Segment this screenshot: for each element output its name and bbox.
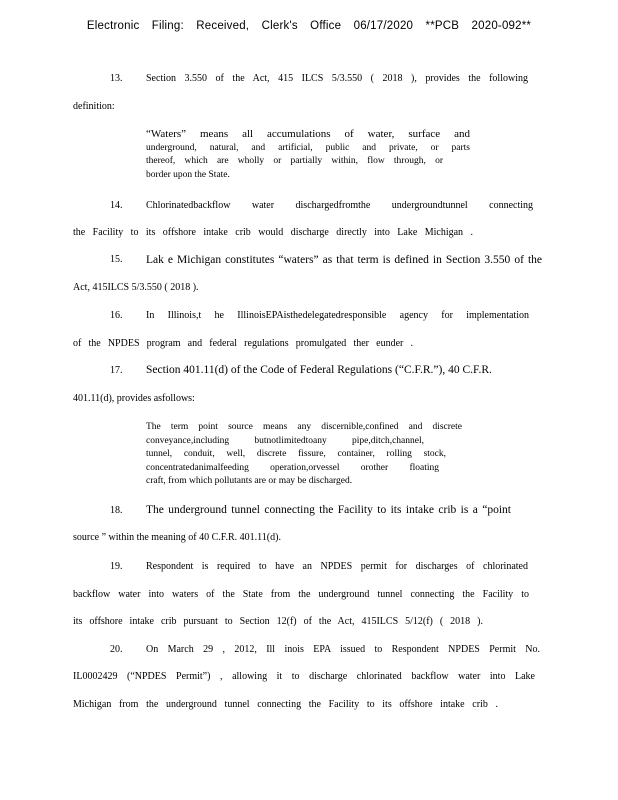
paragraph-15-line-1: Lak e Michigan constitutes “waters” as that term is defined in Section 3.550 of the bbox=[146, 254, 542, 266]
paragraph-13-number: 13. bbox=[110, 73, 123, 84]
paragraph-19-line-3: its offshore intake crib pursuant to Section 12(f) of the Act, 415ILCS 5/12(f) ( 2018 ). bbox=[73, 616, 483, 627]
filing-stamp: Electronic Filing: Received, Clerk's Office 06/17/2020 **PCB 2020-092** bbox=[86, 20, 532, 32]
paragraph-16-number: 16. bbox=[110, 310, 123, 321]
paragraph-20-line-2: IL0002429 (“NPDES Permit”) , allowing it to discharge chlorinated backflow water into Lake bbox=[73, 671, 535, 682]
quote-2-line-2: conveyance,including butnotlimitedtoany pipe,ditch,channel, bbox=[146, 435, 424, 446]
paragraph-20-line-1: On March 29 , 2012, Ill inois EPA issued to Respondent NPDES Permit No. bbox=[146, 644, 540, 655]
quote-1-line-2: underground, natural, and artificial, public and private, or parts bbox=[146, 142, 470, 153]
paragraph-17-line-1: Section 401.11(d) of the Code of Federal Regulations (“C.F.R.”), 40 C.F.R. bbox=[146, 364, 492, 376]
quote-1-line-4: border upon the State. bbox=[146, 169, 230, 180]
paragraph-19-line-2: backflow water into waters of the State from the underground tunnel connecting the Facility to bbox=[73, 589, 529, 600]
point-source-definition-quote bbox=[146, 421, 462, 489]
quote-2-line-1: The term point source means any discernible,confined and discrete bbox=[146, 422, 462, 432]
paragraph-15-number: 15. bbox=[110, 254, 123, 265]
quote-1-line-3: thereof, which are wholly or partially within, flow through, or bbox=[146, 156, 443, 166]
paragraph-20-number: 20. bbox=[110, 644, 123, 655]
paragraph-15-line-2: Act, 415ILCS 5/3.550 ( 2018 ). bbox=[73, 282, 199, 293]
waters-definition-quote bbox=[146, 128, 470, 182]
quote-2-line-4: concentratedanimalfeeding operation,orvessel orother floating bbox=[146, 462, 439, 473]
quote-2-line-3: tunnel, conduit, well, discrete fissure, container, rolling stock, bbox=[146, 449, 446, 459]
paragraph-18-line-1: The underground tunnel connecting the Facility to its intake crib is a “point bbox=[146, 504, 511, 516]
paragraph-16-line-1: In Illinois,t he IllinoisEPAisthedelegatedresponsible agency for implementation bbox=[146, 310, 529, 321]
paragraph-17-line-2: 401.11(d), provides asfollows: bbox=[73, 393, 195, 404]
paragraph-14-line-2: the Facility to its offshore intake crib would discharge directly into Lake Michigan . bbox=[73, 227, 473, 238]
paragraph-18-line-2: source ” within the meaning of 40 C.F.R. 401.11(d). bbox=[73, 532, 281, 543]
paragraph-14-number: 14. bbox=[110, 200, 123, 211]
paragraph-18-number: 18. bbox=[110, 505, 123, 516]
paragraph-20-line-3: Michigan from the underground tunnel connecting the Facility to its offshore intake crib . bbox=[73, 699, 498, 710]
paragraph-13-line-1: Section 3.550 of the Act, 415 ILCS 5/3.550 ( 2018 ), provides the following bbox=[146, 73, 528, 84]
paragraph-14-line-1: Chlorinatedbackflow water dischargedfromthe undergroundtunnel connecting bbox=[146, 200, 533, 211]
paragraph-13-line-2: definition: bbox=[73, 101, 115, 112]
quote-1-line-1: “Waters” means all accumulations of water, surface and bbox=[146, 128, 470, 140]
paragraph-19-number: 19. bbox=[110, 561, 123, 572]
paragraph-17-number: 17. bbox=[110, 365, 123, 376]
quote-2-line-5: craft, from which pollutants are or may be discharged. bbox=[146, 476, 353, 486]
paragraph-16-line-2: of the NPDES program and federal regulations promulgated ther eunder . bbox=[73, 338, 413, 349]
paragraph-19-line-1: Respondent is required to have an NPDES permit for discharges of chlorinated bbox=[146, 561, 528, 572]
